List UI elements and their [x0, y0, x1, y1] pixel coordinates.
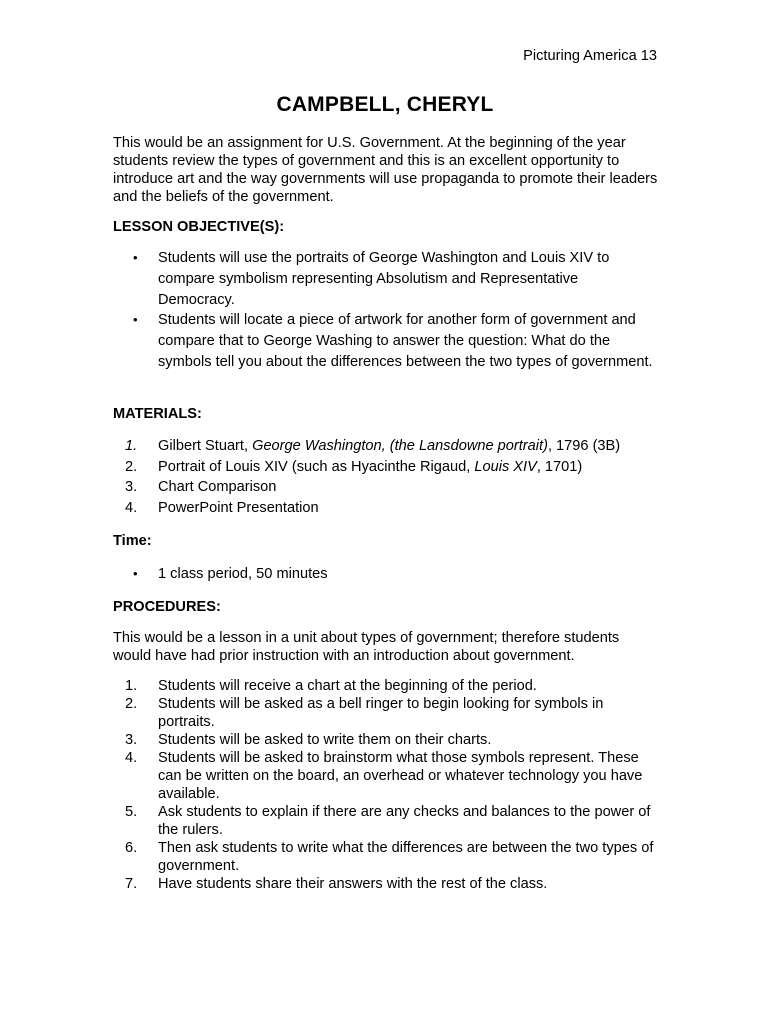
list-number: 6.: [125, 840, 138, 856]
time-text: 1 class period, 50 minutes: [158, 566, 328, 582]
bullet-marker: •: [133, 250, 138, 265]
procedures-intro: This would be a lesson in a unit about types of government; therefore students would have had prior instruction with an introduction about government.: [113, 630, 620, 664]
objective-item: [113, 248, 658, 310]
procedure-step: [113, 749, 658, 803]
list-number: 1.: [125, 678, 138, 694]
list-number: 4.: [125, 750, 138, 766]
procedure-step: [113, 695, 658, 731]
step-text: Then ask students to write what the differences are between the two types of government.: [158, 840, 654, 874]
procedure-step: [113, 875, 658, 893]
bullet-marker: •: [133, 566, 138, 581]
running-header: Picturing America 13: [523, 48, 657, 64]
step-text: Students will be asked as a bell ringer to begin looking for symbols in portraits.: [158, 696, 604, 730]
material-text-after: , 1701): [536, 458, 583, 475]
material-text: Gilbert Stuart,: [158, 438, 253, 454]
step-text: Ask students to explain if there are any checks and balances to the power of the rulers.: [158, 804, 651, 838]
time-list: [113, 564, 658, 585]
bullet-marker: •: [133, 312, 138, 328]
materials-heading: MATERIALS:: [113, 406, 202, 422]
procedures-heading: PROCEDURES:: [113, 599, 221, 615]
procedure-step: [113, 839, 658, 875]
material-text-after: , 1796 (3B): [547, 438, 621, 454]
list-number: 3.: [125, 479, 138, 495]
list-number: 1.: [125, 438, 138, 454]
procedure-step: [113, 731, 658, 749]
procedure-step: [113, 677, 658, 695]
page-title: CAMPBELL, CHERYL: [276, 93, 494, 116]
objectives-list: [113, 248, 658, 373]
step-text: Students will be asked to write them on their charts.: [158, 732, 492, 748]
artwork-title: Louis XIV: [474, 458, 537, 475]
list-number: 7.: [125, 876, 138, 892]
list-number: 3.: [125, 732, 138, 748]
material-text: Portrait of Louis XIV (such as Hyacinthe Rigaud,: [158, 458, 475, 475]
material-item: [113, 457, 658, 478]
step-text: Students will receive a chart at the beginning of the period.: [158, 678, 537, 694]
list-number: 4.: [125, 499, 138, 516]
step-text: Have students share their answers with the rest of the class.: [158, 876, 548, 892]
time-heading: Time:: [113, 533, 152, 549]
material-text: PowerPoint Presentation: [158, 499, 319, 516]
materials-list: [113, 436, 658, 518]
step-text: Students will be asked to brainstorm what those symbols represent. These can be written on the board, an overhead or whatever technology you have available.: [158, 750, 643, 802]
objectives-heading: LESSON OBJECTIVE(S):: [113, 219, 285, 235]
intro-paragraph: This would be an assignment for U.S. Government. At the beginning of the year students review the types of government and this is an excellent opportunity to introduce art and the way governments will use propaganda to promote their leaders and the beliefs of the government.: [113, 135, 658, 205]
objective-text: Students will use the portraits of George Washington and Louis XIV to compare symbolism representing Absolutism and Representative Democracy.: [158, 250, 610, 308]
list-number: 5.: [125, 804, 138, 820]
objective-item: [113, 310, 658, 372]
material-item: [113, 477, 658, 498]
list-number: 2.: [125, 458, 138, 475]
material-text: Chart Comparison: [158, 479, 277, 495]
procedure-steps: [113, 677, 658, 893]
time-item: [113, 564, 658, 585]
objective-text: Students will locate a piece of artwork for another form of government and compare that to George Washing to answer the question: What do the symbols tell you about the differences between the two types of government.: [158, 312, 653, 370]
procedure-step: [113, 803, 658, 839]
list-number: 2.: [125, 696, 138, 712]
material-item: [113, 498, 658, 519]
material-item: [113, 436, 658, 457]
artwork-title: George Washington, (the Lansdowne portrait): [252, 438, 548, 454]
